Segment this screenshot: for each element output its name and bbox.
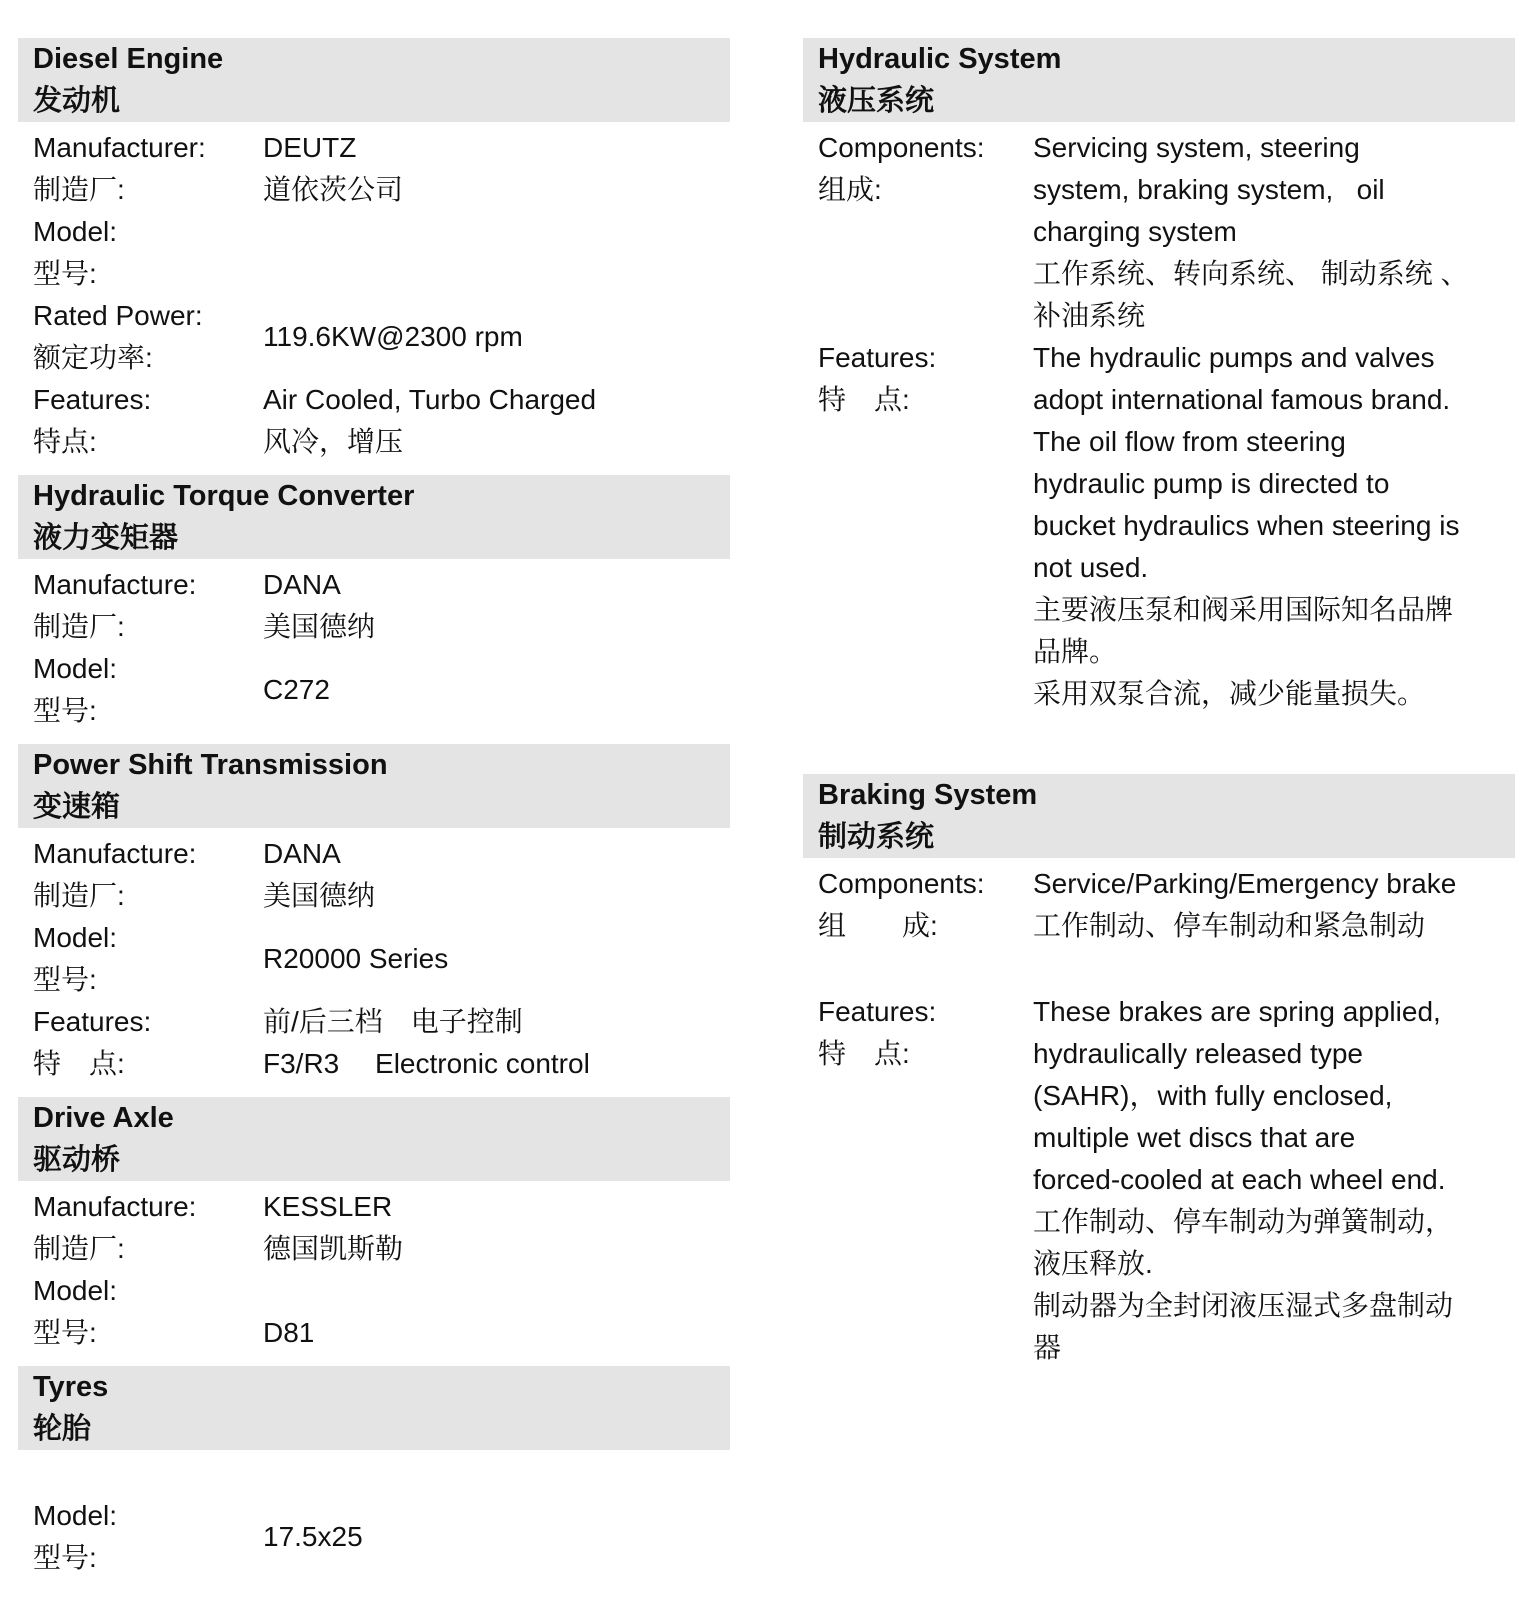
field-row [33, 1312, 730, 1354]
field-value: Air Cooled, Turbo Charged [263, 384, 597, 415]
section-header [18, 1097, 730, 1181]
field-value: C272 [263, 674, 330, 705]
value-line: system, braking system, oil [1033, 174, 1385, 205]
section-diesel-engine [18, 38, 730, 468]
field-value: 美国德纳 [263, 880, 376, 911]
field-label: 型号: [33, 964, 97, 995]
field-label: 特 点: [818, 384, 910, 415]
field-centered [33, 917, 730, 1001]
field-value-lines [1033, 337, 1515, 715]
value-line: Servicing system, steering [1033, 132, 1360, 163]
field-row [33, 606, 730, 648]
value-line: adopt international famous brand. [1033, 384, 1451, 415]
section-title-en: Braking System [818, 779, 1038, 811]
field-value: DANA [263, 569, 341, 600]
field-row [33, 1001, 730, 1043]
field-value: 道依茨公司 [263, 174, 404, 205]
field-row [33, 875, 730, 917]
field-label: Features: [818, 342, 937, 373]
field-value-lines [1033, 127, 1515, 337]
field-label: 组 成: [818, 910, 938, 941]
field-label: Model: [33, 922, 118, 953]
value-line: 制动器为全封闭液压湿式多盘制动 [1033, 1290, 1454, 1321]
value-line: hydraulic pump is directed to [1033, 468, 1390, 499]
field-label: Model: [33, 1275, 118, 1306]
field-row [33, 169, 730, 211]
section-drive-axle [18, 1097, 730, 1359]
field-multiline [818, 991, 1515, 1369]
value-line: 补油系统 [1033, 300, 1146, 331]
field-label: Components: [818, 132, 985, 163]
field-label: Components: [818, 868, 985, 899]
field-row [33, 421, 730, 463]
section-hydraulic-torque-converter [18, 475, 730, 737]
value-line: 液压释放. [1033, 1248, 1153, 1279]
section-body [18, 559, 730, 737]
field-labels [818, 991, 1033, 1369]
value-line: forced-cooled at each wheel end. [1033, 1164, 1446, 1195]
field-row [33, 211, 730, 253]
field-value [263, 1270, 730, 1312]
value-line: 器 [1033, 1332, 1062, 1363]
field-labels [33, 648, 263, 732]
value-line: 工作制动、停车制动和紧急制动 [1033, 910, 1426, 941]
value-line: These brakes are spring applied, [1033, 996, 1441, 1027]
field-labels [818, 863, 1033, 947]
value-line: The oil flow from steering [1033, 426, 1346, 457]
field-row [33, 1186, 730, 1228]
field-row [33, 833, 730, 875]
field-labels [33, 917, 263, 1001]
field-value: 前/后三档 电子控制 [263, 1006, 523, 1037]
field-row [33, 379, 730, 421]
field-row [33, 1043, 730, 1085]
section-power-shift-transmission [18, 744, 730, 1090]
column-left [18, 38, 730, 1584]
section-braking-system [803, 774, 1515, 1374]
section-title-zh: 轮胎 [33, 1413, 92, 1445]
field-label: Features: [33, 1006, 152, 1037]
section-title-zh: 驱动桥 [33, 1144, 121, 1176]
section-body [18, 1450, 730, 1584]
section-title-zh: 制动系统 [818, 821, 935, 853]
field-row [33, 127, 730, 169]
value-line: The hydraulic pumps and valves [1033, 342, 1435, 373]
section-title-en: Power Shift Transmission [33, 749, 388, 781]
section-title-en: Drive Axle [33, 1102, 174, 1134]
section-title-zh: 变速箱 [33, 791, 121, 823]
value-line: hydraulically released type [1033, 1038, 1363, 1069]
field-centered [33, 295, 730, 379]
field-label: Manufacture: [33, 838, 197, 869]
value-line: 主要液压泵和阀采用国际知名品牌 [1033, 594, 1454, 625]
field-label: Manufacturer: [33, 132, 206, 163]
value-line: 工作系统、转向系统、 制动系统 、 [1033, 258, 1469, 289]
field-label: 特点: [33, 426, 97, 457]
field-label: Manufacture: [33, 569, 197, 600]
field-value [263, 253, 730, 295]
field-label: 组成: [818, 174, 882, 205]
field-multiline [818, 127, 1515, 337]
field-value-lines [1033, 863, 1515, 947]
field-value: 美国德纳 [263, 611, 376, 642]
field-multiline [818, 863, 1515, 947]
section-header [18, 475, 730, 559]
field-label: 型号: [33, 695, 97, 726]
field-label: 型号: [33, 1542, 97, 1573]
field-value-lines [1033, 991, 1515, 1369]
section-body [803, 858, 1515, 1374]
section-header [18, 38, 730, 122]
field-label: 制造厂: [33, 880, 125, 911]
section-title-zh: 液压系统 [818, 85, 935, 117]
field-value: 风冷，增压 [263, 426, 404, 457]
field-value: KESSLER [263, 1191, 393, 1222]
section-title-zh: 发动机 [33, 85, 121, 117]
field-row [33, 1270, 730, 1312]
section-hydraulic-system [803, 38, 1515, 720]
value-line: not used. [1033, 552, 1149, 583]
field-label: 型号: [33, 1317, 97, 1348]
field-label: 制造厂: [33, 1233, 125, 1264]
column-right [803, 38, 1515, 1374]
field-value: 德国凯斯勒 [263, 1233, 404, 1264]
field-value: 17.5x25 [263, 1521, 363, 1552]
section-header [803, 774, 1515, 858]
field-value [263, 211, 730, 253]
field-label: 额定功率: [33, 342, 153, 373]
value-line: 采用双泵合流，减少能量损失。 [1033, 678, 1426, 709]
field-label: Model: [33, 653, 118, 684]
field-label: 特 点: [818, 1038, 910, 1069]
section-tyres [18, 1366, 730, 1584]
value-line: charging system [1033, 216, 1237, 247]
field-value: D81 [263, 1317, 315, 1348]
value-line: Service/Parking/Emergency brake [1033, 868, 1457, 899]
field-labels [818, 127, 1033, 337]
field-label: 特 点: [33, 1048, 125, 1079]
section-title-en: Hydraulic System [818, 43, 1062, 75]
field-centered [33, 1495, 730, 1579]
field-value: 119.6KW@2300 rpm [263, 321, 523, 352]
section-header [18, 1366, 730, 1450]
section-body [803, 122, 1515, 720]
field-row [33, 253, 730, 295]
field-label: Model: [33, 1500, 118, 1531]
field-row [33, 564, 730, 606]
field-value: R20000 Series [263, 943, 449, 974]
section-body [18, 122, 730, 468]
field-labels [818, 337, 1033, 715]
section-title-en: Diesel Engine [33, 43, 224, 75]
section-title-zh: 液力变矩器 [33, 522, 179, 554]
section-body [18, 1181, 730, 1359]
value-line: multiple wet discs that are [1033, 1122, 1356, 1153]
value-line: (SAHR)，with fully enclosed, [1033, 1080, 1393, 1111]
field-value: DANA [263, 838, 341, 869]
field-label: 制造厂: [33, 611, 125, 642]
section-header [803, 38, 1515, 122]
value-line: 品牌。 [1033, 636, 1118, 667]
field-multiline [818, 337, 1515, 715]
field-labels [33, 295, 263, 379]
field-row [33, 1228, 730, 1270]
field-labels [33, 1495, 263, 1579]
field-label: Manufacture: [33, 1191, 197, 1222]
value-line: 工作制动、停车制动为弹簧制动， [1033, 1206, 1454, 1237]
section-title-en: Tyres [33, 1371, 109, 1403]
field-label: 制造厂: [33, 174, 125, 205]
section-body [18, 828, 730, 1090]
field-label: Features: [33, 384, 152, 415]
field-label: 型号: [33, 258, 97, 289]
value-line: bucket hydraulics when steering is [1033, 510, 1460, 541]
field-centered [33, 648, 730, 732]
field-label: Rated Power: [33, 300, 203, 331]
section-header [18, 744, 730, 828]
field-label: Model: [33, 216, 118, 247]
section-title-en: Hydraulic Torque Converter [33, 480, 415, 512]
field-value: DEUTZ [263, 132, 357, 163]
field-value: F3/R3 Electronic control [263, 1048, 590, 1079]
field-label: Features: [818, 996, 937, 1027]
